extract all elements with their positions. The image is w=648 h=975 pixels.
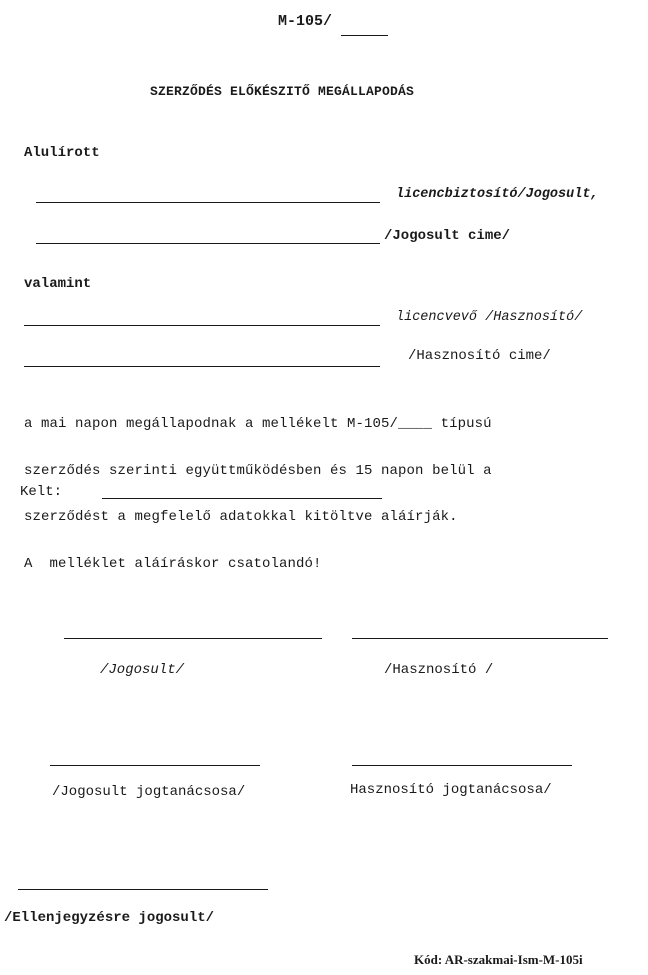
date-line	[102, 498, 382, 499]
licensor-address-line	[36, 243, 380, 244]
agreement-line-1: a mai napon megállapodnak a mellékelt M-105/____ típusú	[24, 416, 492, 432]
licensee-signature-line	[352, 638, 608, 639]
licensee-counsel-label: Hasznosító jogtanácsosa/	[350, 782, 552, 798]
countersign-signature-line	[18, 889, 268, 890]
agreement-line-3: szerződést a megfelelő adatokkal kitöltve aláírják.	[24, 509, 458, 525]
document-title: SZERZŐDÉS ELŐKÉSZITŐ MEGÁLLAPODÁS	[150, 84, 415, 99]
and-label: valamint	[24, 276, 92, 292]
agreement-paragraph	[24, 386, 624, 588]
licensor-counsel-signature-line	[50, 765, 260, 766]
date-label: Kelt:	[20, 484, 63, 500]
licensor-signature-label: /Jogosult/	[100, 662, 185, 678]
licensor-name-line	[36, 202, 380, 203]
licensor-signature-line	[64, 638, 322, 639]
licensor-address-label: /Jogosult cime/	[384, 228, 511, 244]
licensor-counsel-label: /Jogosult jogtanácsosa/	[52, 784, 246, 800]
undersigned-label: Alulírott	[24, 145, 100, 161]
form-number: M-105/	[278, 13, 333, 30]
document-code: Kód: AR-szakmai-Ism-M-105i	[414, 952, 583, 967]
agreement-line-2: szerződés szerinti együttműködésben és 15 napon belül a	[24, 462, 492, 479]
licensee-address-line	[24, 366, 380, 367]
licensee-signature-label: /Hasznosító /	[384, 662, 494, 678]
licensee-name-line	[24, 325, 380, 326]
licensor-label: licencbiztosító/Jogosult,	[396, 187, 599, 202]
agreement-line-4: A melléklet aláíráskor csatolandó!	[24, 555, 322, 572]
countersign-label: /Ellenjegyzésre jogosult/	[4, 910, 215, 926]
form-number-blank-line	[341, 35, 388, 36]
licensee-label: licencvevő /Hasznosító/	[396, 310, 583, 325]
licensee-counsel-signature-line	[352, 765, 572, 766]
licensee-address-label: /Hasznosító cime/	[408, 348, 551, 364]
